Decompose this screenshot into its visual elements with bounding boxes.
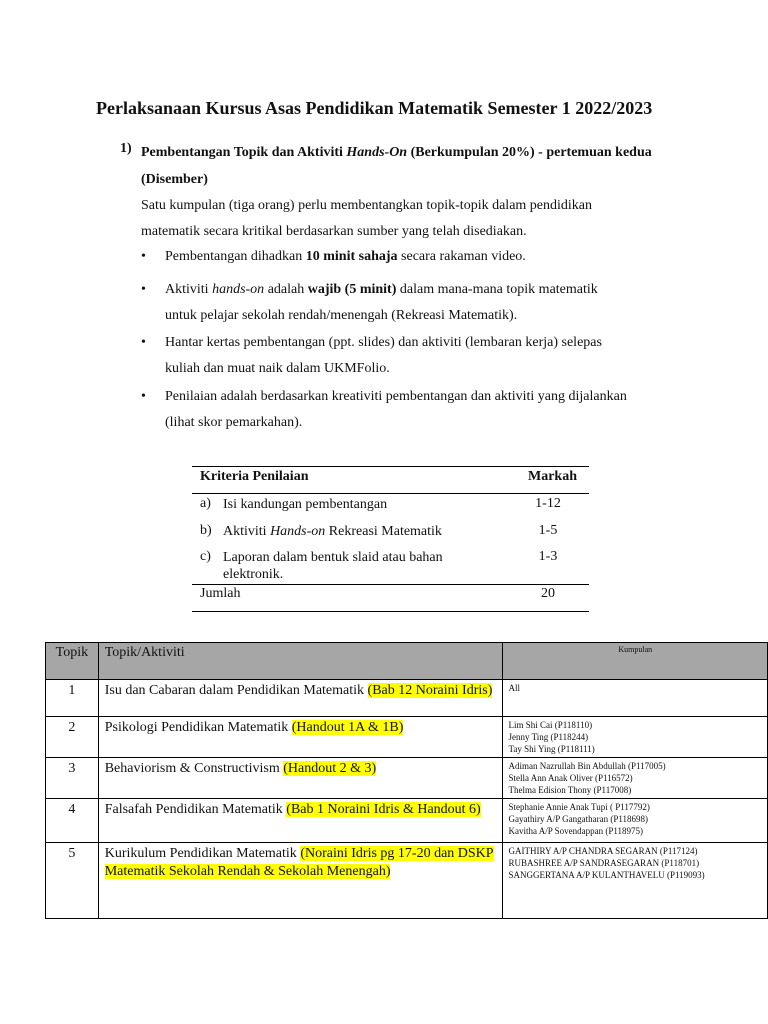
topic-number: 3 (46, 758, 99, 799)
list-item (141, 384, 631, 436)
criteria-mark: 1-3 (538, 549, 558, 564)
topic-table (45, 642, 768, 919)
section-heading-part-b: (Berkumpulan 20%) - pertemuan kedua (Disember) (141, 145, 652, 187)
group-cell (503, 799, 768, 843)
topic-number: 1 (46, 680, 99, 717)
group-member: SANGGERTANA A/P KULANTHAVELU (P119093) (508, 870, 705, 880)
bullet-icon: • (141, 389, 146, 404)
bullet-icon: • (141, 335, 146, 350)
bullet-icon: • (141, 249, 146, 264)
group-member: All (508, 683, 520, 693)
group-cell (503, 758, 768, 799)
group-member: Adiman Nazrullah Bin Abdullah (P117005) (508, 761, 666, 771)
criteria-mark: 1-5 (538, 523, 558, 538)
topic-source-highlight: (Noraini Idris pg 17-20 dan DSKP Matematik Sekolah Rendah & Sekolah Menengah) (104, 846, 494, 879)
topic-title: Behaviorism & Constructivism (104, 761, 284, 776)
criteria-letter: b) (200, 523, 212, 538)
table-row (46, 843, 768, 919)
col-header-kumpulan (503, 643, 768, 680)
group-member: Jenny Ting (P118244) (508, 732, 589, 742)
topic-cell (98, 843, 503, 919)
section-heading-part-a: Pembentangan Topik dan Aktiviti (141, 145, 347, 160)
table-row (46, 680, 768, 717)
group-member: Lim Shi Cai (P118110) (508, 720, 593, 730)
group-member: Tay Shi Ying (P118111) (508, 744, 595, 754)
criteria-text (223, 523, 473, 540)
table-row (46, 717, 768, 758)
bullet-text: secara rakaman video. (397, 249, 526, 264)
criteria-header-label: Kriteria Penilaian (200, 469, 309, 484)
criteria-total-value: 20 (541, 586, 555, 601)
topic-title: Kurikulum Pendidikan Matematik (104, 846, 301, 861)
topic-cell (98, 799, 503, 843)
criteria-total-label: Jumlah (200, 586, 241, 601)
section-number: 1) (120, 141, 132, 156)
group-member: Stephanie Annie Anak Tupi ( P117792) (508, 802, 650, 812)
topic-source-highlight: (Bab 1 Noraini Idris & Handout 6) (286, 802, 481, 817)
criteria-text-part: Rekreasi Matematik (325, 524, 442, 539)
group-member: Kavitha A/P Sovendappan (P118975) (508, 826, 644, 836)
topic-number: 4 (46, 799, 99, 843)
topic-cell (98, 680, 503, 717)
table-rule (192, 493, 589, 494)
col-header-topik-aktiviti (98, 643, 503, 680)
table-rule (192, 466, 589, 467)
group-member: GAITHIRY A/P CHANDRA SEGARAN (P117124) (508, 846, 698, 856)
criteria-text-italic: Hands-on (270, 524, 326, 539)
topic-title: Isu dan Cabaran dalam Pendidikan Matematik (104, 683, 368, 698)
topic-source-highlight: (Handout 2 & 3) (283, 761, 377, 776)
table-row (46, 758, 768, 799)
topic-number: 2 (46, 717, 99, 758)
table-rule (192, 611, 589, 612)
bullet-text: Hantar kertas pembentangan (ppt. slides) dan aktiviti (lembaran kerja) selepas kuliah dan muat naik dalam UKMFolio. (165, 335, 602, 376)
group-member: Gayathiry A/P Gangatharan (P118698) (508, 814, 649, 824)
col-header-text: Topik (55, 645, 89, 660)
criteria-header-mark: Markah (528, 469, 577, 484)
bullet-bold-text: wajib (5 minit) (307, 282, 397, 297)
table-row (46, 799, 768, 843)
criteria-text: Isi kandungan pembentangan (223, 497, 388, 512)
bullet-text: dalam mana-mana topik matematik untuk pelajar sekolah rendah/menengah (Rekreasi Matematik). (165, 282, 598, 323)
topic-cell (98, 758, 503, 799)
criteria-text-part: Aktiviti (223, 524, 271, 539)
criteria-text: Laporan dalam bentuk slaid atau bahan elektronik. (223, 550, 443, 582)
topic-cell (98, 717, 503, 758)
list-item (141, 330, 631, 382)
section-intro: Satu kumpulan (tiga orang) perlu membentangkan topik-topik dalam pendidikan matematik secara kritikal berdasarkan sumber yang telah disediakan. (141, 198, 593, 239)
col-header-topik (46, 643, 99, 680)
topic-source-highlight: (Bab 12 Noraini Idris) (367, 683, 493, 698)
group-cell (503, 843, 768, 919)
topic-title: Falsafah Pendidikan Matematik (104, 802, 287, 817)
col-header-text: Kumpulan (618, 645, 653, 654)
criteria-letter: c) (200, 549, 211, 564)
section-heading-italic: Hands-On (346, 145, 408, 160)
table-header-row (46, 643, 768, 680)
bullet-icon: • (141, 282, 146, 297)
topic-source-highlight: (Handout 1A & 1B) (291, 720, 404, 735)
bullet-text: Pembentangan dihadkan (165, 249, 306, 264)
group-member: RUBASHREE A/P SANDRASEGARAN (P118701) (508, 858, 700, 868)
criteria-letter: a) (200, 496, 211, 511)
topic-title: Psikologi Pendidikan Matematik (104, 720, 292, 735)
bullet-text: adalah (264, 282, 308, 297)
bullet-text: Penilaian adalah berdasarkan kreativiti pembentangan dan aktiviti yang dijalankan (lihat skor pemarkahan). (165, 389, 627, 430)
page-title: Perlaksanaan Kursus Asas Pendidikan Matematik Semester 1 2022/2023 (96, 98, 653, 118)
bullet-bold-text: 10 minit sahaja (305, 249, 398, 264)
criteria-mark: 1-12 (535, 496, 561, 511)
group-member: Thelma Edision Thony (P117008) (508, 785, 632, 795)
section-heading (141, 139, 661, 193)
topic-number: 5 (46, 843, 99, 919)
group-cell (503, 717, 768, 758)
col-header-text: Topik/Aktiviti (104, 645, 185, 660)
group-member: Stella Ann Anak Oliver (P116572) (508, 773, 633, 783)
table-rule (192, 584, 589, 585)
bullet-italic-text: hands-on (212, 282, 265, 297)
bullet-text: Aktiviti (165, 282, 213, 297)
group-cell (503, 680, 768, 717)
list-item (141, 277, 631, 329)
list-item (141, 244, 631, 270)
